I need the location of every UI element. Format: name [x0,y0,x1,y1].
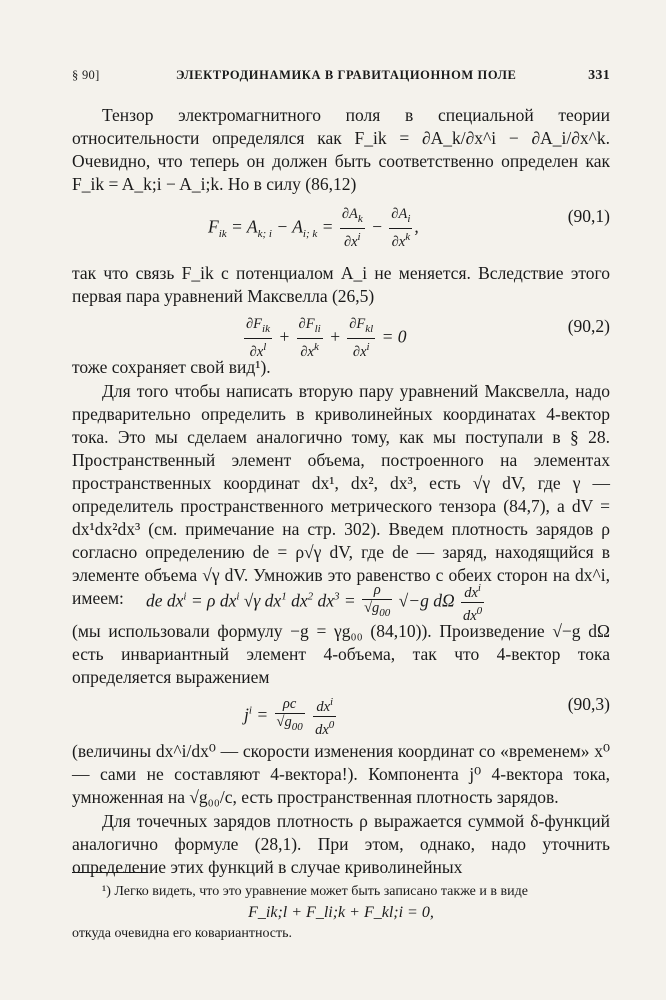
paragraph-text: (мы использовали формулу −g = γg₀₀ (84,10)). Произведение √−g dΩ есть инвариантный элемент 4-объема, так что 4-вектор тока определяется выражением [72,621,610,687]
footnote-tail: откуда очевидна его ковариантность. [72,926,293,941]
paragraph-text: Для того чтобы написать вторую пару уравнений Максвелла, надо предварительно определить в криволинейных координатах 4-вектор тока. Это мы сделаем аналогично тому, как мы поступали в § 28. Пространственный элемент объема, построенного на элементах пространственных координат dx¹, dx², dx³, есть √γ dV, где γ — определитель пространственного метрического тензора (84,7), а dV = dx¹dx²dx³ (см. примечание на стр. 302). Введем плотность зарядов ρ согласно определению de = ρ√γ dV, где de — заряд, находящийся в элементе объема √γ dV. Умножив это равенство с обеих сторон на dx^i, имеем: [72,381,610,608]
paragraph-1 [72,104,610,196]
page-number: 331 [588,68,610,83]
paragraph-3 [72,356,610,379]
paragraph-text: Для точечных зарядов плотность ρ выражается суммой δ-функций аналогично формуле (28,1). При этом, однако, надо уточнить определение этих функций в случае криволинейных [72,811,610,877]
equation-90-1: $F_{ik} = A_{k; i} - A_{i; k}$ = $\frac{\partial A_k}{\partial x^i}$ − $\frac{\partial A_i}{\partial x^k}$ , (90,1) [208,206,610,250]
paragraph-text: тоже сохраняет свой вид¹). [72,357,271,377]
equation-label: (90,3) [567,694,610,714]
equation-90-2: $\frac{\partial F_{ik}}{\partial x^l}$ + $\frac{\partial F_{li}}{\partial x^k}$ + $\frac{\partial F_{kl}}{\partial x^i}$ = 0 (90,2) [246,316,610,360]
footnote-text: Легко видеть, что это уравнение может быть записано также и в виде [114,884,528,899]
footnote-rule [72,872,148,873]
section-marker: § 90] [72,68,100,82]
equation-90-3: $j^i$ = $\frac{\rho c}{√g_{00}}$ $\frac{dx^i}{dx^0}$ (90,3) [244,694,610,738]
paragraph-7 [72,810,610,879]
footnote-formula: F_ik;l + F_li;k + F_kl;i = 0, [248,904,434,921]
paragraph-text: так что связь F_ik с потенциалом A_i не меняется. Вследствие этого первая пара уравнений Максвелла (26,5) [72,263,610,306]
paragraph-6 [72,740,610,809]
footnote-marker: ¹) [102,884,111,899]
running-header [72,68,610,88]
paragraph-2 [72,262,610,308]
paragraph-text: (величины dx^i/dx⁰ — скорости изменения координат со «временем» x⁰ — сами не составляют 4-вектора!). Компонента j⁰ 4-вектора тока, умноженная на √g₀₀/c, есть пространственная плотность зарядов. [72,741,610,807]
paragraph-5 [72,620,610,689]
paragraph-text: Тензор электромагнитного поля в специальной теории относительности определялся как F_ik = ∂A_k/∂x^i − ∂A_i/∂x^k. Очевидно, что теперь он должен быть соответственно определен как F_ik = A_k;i − A_i;k. Но в силу (86,12) [72,105,610,194]
running-title: ЭЛЕКТРОДИНАМИКА В ГРАВИТАЦИОННОМ ПОЛЕ [176,68,517,82]
equation-label: (90,2) [567,316,610,336]
equation-label: (90,1) [567,206,610,226]
equation-charge: de $dx^i = \rho$ $dx^i$ √γ $dx^1$ $dx^2$ $dx^3$ = $\frac{\rho}{√g_{00}}$ √−g dΩ $\frac{dx^i}{dx^0}$ [146,582,483,624]
footnote [72,882,610,943]
